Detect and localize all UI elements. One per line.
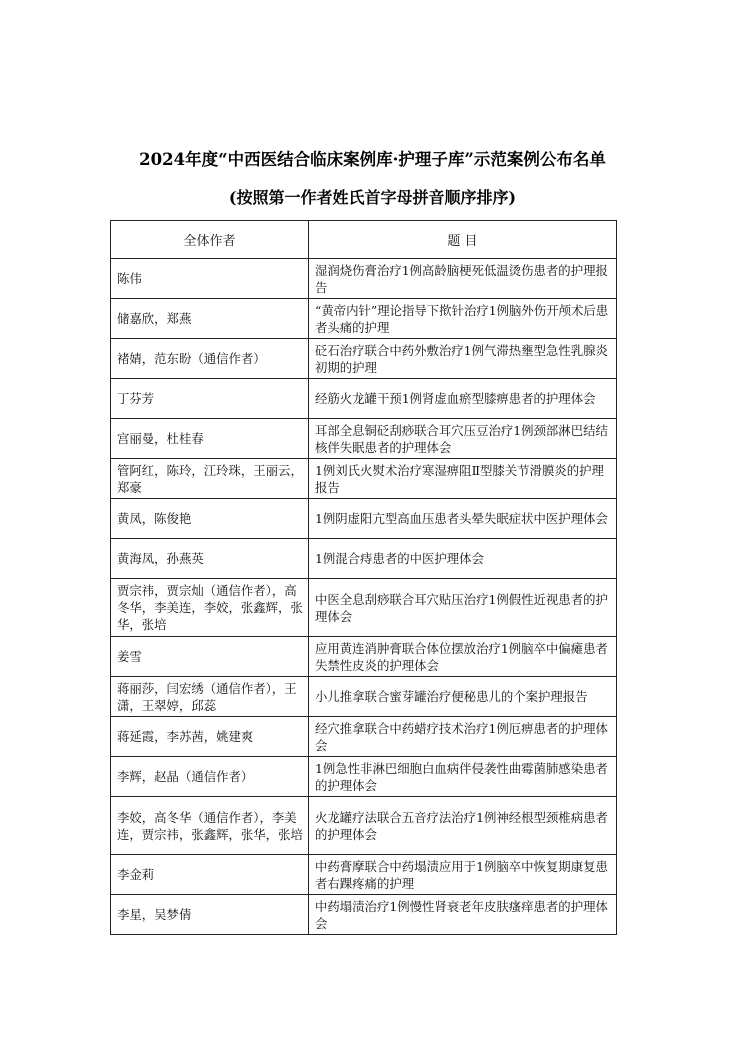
table-row (111, 419, 617, 459)
table-row (111, 379, 617, 419)
row-topic: 中药膏摩联合中药塌渍应用于1例脑卒中恢复期康复患者右踝疼痛的护理 (309, 855, 617, 895)
row-topic: 经筋火龙罐干预1例肾虚血瘀型膝痹患者的护理体会 (309, 379, 617, 419)
table-row (111, 757, 617, 797)
case-list-table (110, 220, 617, 935)
row-authors: 褚婧，范东盼（通信作者） (111, 339, 309, 379)
row-authors: 蒋丽莎，闫宏绣（通信作者），王潇，王翠婷，邱蕊 (111, 677, 309, 717)
table-row (111, 579, 617, 637)
row-topic: 耳部全息铜砭刮痧联合耳穴压豆治疗1例颈部淋巴结结核伴失眠患者的护理体会 (309, 419, 617, 459)
row-authors: 丁芬芳 (111, 379, 309, 419)
table-row (111, 797, 617, 855)
table-row (111, 717, 617, 757)
document-title: 2024年度“中西医结合临床案例库·护理子库”示范案例公布名单 (139, 150, 606, 169)
row-topic: 湿润烧伤膏治疗1例高龄脑梗死低温烫伤患者的护理报告 (309, 259, 617, 299)
table-row (111, 637, 617, 677)
row-topic: 中医全息刮痧联合耳穴贴压治疗1例假性近视患者的护理体会 (309, 579, 617, 637)
row-authors: 蒋延霞，李苏茜，姚建爽 (111, 717, 309, 757)
row-topic: 应用黄连消肿膏联合体位摆放治疗1例脑卒中偏瘫患者失禁性皮炎的护理体会 (309, 637, 617, 677)
row-topic: 1例阴虚阳亢型高血压患者头晕失眠症状中医护理体会 (309, 499, 617, 539)
row-authors: 黄凤，陈俊艳 (111, 499, 309, 539)
row-authors: 宫丽曼，杜桂春 (111, 419, 309, 459)
header-authors: 全体作者 (111, 221, 309, 259)
row-authors: 李姣，高冬华（通信作者），李美连，贾宗祎，张鑫辉，张华，张培 (111, 797, 309, 855)
table-row (111, 895, 617, 935)
header-topic: 题 目 (309, 221, 617, 259)
table-row (111, 299, 617, 339)
row-authors: 姜雪 (111, 637, 309, 677)
table-row (111, 499, 617, 539)
table-row (111, 539, 617, 579)
row-topic: 砭石治疗联合中药外敷治疗1例气滞热壅型急性乳腺炎初期的护理 (309, 339, 617, 379)
row-topic: 1例急性非淋巴细胞白血病伴侵袭性曲霉菌肺感染患者的护理体会 (309, 757, 617, 797)
row-topic: 经穴推拿联合中药蜡疗技术治疗1例厄痹患者的护理体会 (309, 717, 617, 757)
row-topic: 小儿推拿联合蜜芽罐治疗便秘患儿的个案护理报告 (309, 677, 617, 717)
table-header-row (111, 221, 617, 259)
row-authors: 贾宗祎，贾宗灿（通信作者），高冬华，李美连，李姣，张鑫辉，张华，张培 (111, 579, 309, 637)
row-authors: 李星，吴梦倩 (111, 895, 309, 935)
row-authors: 管阿红，陈玲，江玲珠，王丽云，郑豪 (111, 459, 309, 499)
row-topic: 1例混合痔患者的中医护理体会 (309, 539, 617, 579)
table-row (111, 339, 617, 379)
row-authors: 储嘉欣，郑燕 (111, 299, 309, 339)
table-row (111, 459, 617, 499)
row-topic: 1例刘氏火熨术治疗寒湿痹阻Ⅱ型膝关节滑膜炎的护理报告 (309, 459, 617, 499)
row-authors: 黄海凤，孙燕英 (111, 539, 309, 579)
row-topic: 火龙罐疗法联合五音疗法治疗1例神经根型颈椎病患者的护理体会 (309, 797, 617, 855)
table-row (111, 677, 617, 717)
document-subtitle: (按照第一作者姓氏首字母拼音顺序排序) (228, 188, 517, 207)
row-authors: 陈伟 (111, 259, 309, 299)
table-row (111, 855, 617, 895)
table-row (111, 259, 617, 299)
row-topic: 中药塌渍治疗1例慢性肾衰老年皮肤瘙痒患者的护理体会 (309, 895, 617, 935)
row-authors: 李金莉 (111, 855, 309, 895)
row-topic: “黄帝内针”理论指导下揿针治疗1例脑外伤开颅术后患者头痛的护理 (309, 299, 617, 339)
row-authors: 李辉，赵晶（通信作者） (111, 757, 309, 797)
